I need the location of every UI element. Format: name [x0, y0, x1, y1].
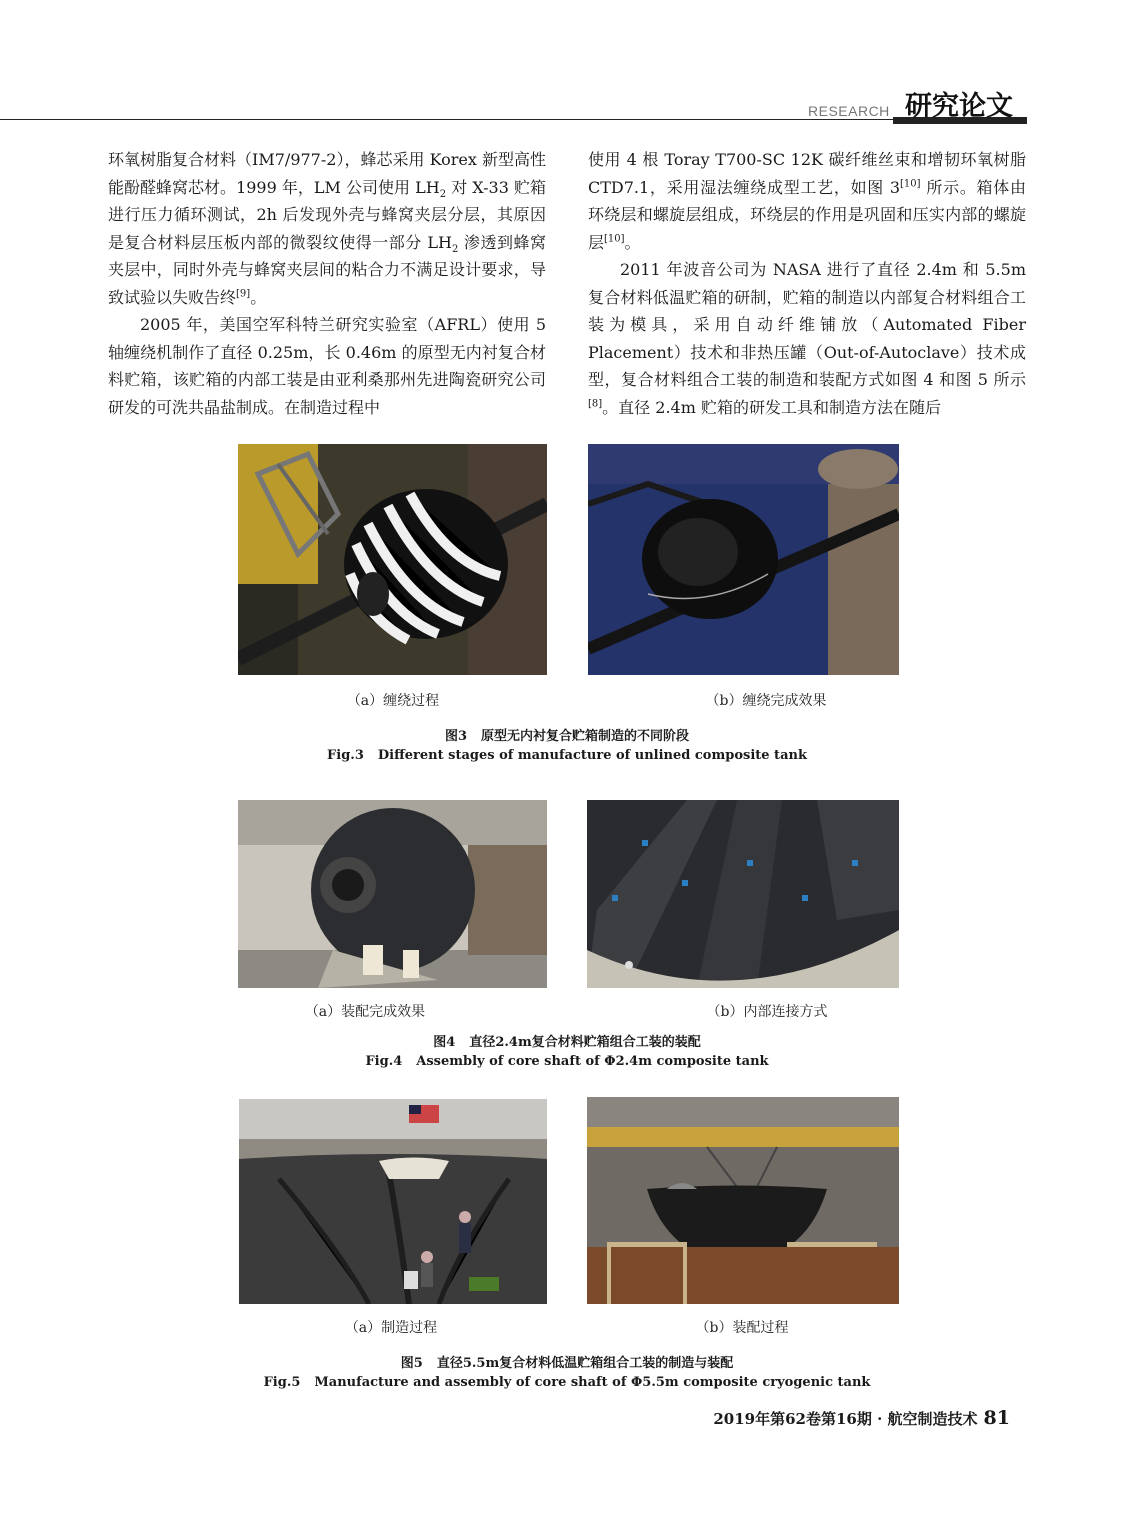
- header-research-label: RESEARCH: [808, 103, 890, 119]
- fig3b-caption: （b）缠绕完成效果: [705, 693, 827, 709]
- fig4b-caption: （b）内部连接方式: [706, 1004, 828, 1020]
- issue-info: 2019年第62卷第16期 · 航空制造技术: [713, 1410, 978, 1428]
- citation: [8]: [588, 398, 603, 410]
- page-footer: [700, 1407, 1010, 1429]
- fig4-title-en: Fig.4 Assembly of core shaft of Φ2.4m composite tank: [365, 1054, 769, 1069]
- right-paragraph-1: 使用 4 根 Toray T700-SC 12K 碳纤维丝束和增韧环氧树脂 CTD7.1，采用湿法缠绕成型工艺，如图 3[10] 所示。箱体由环绕层和螺旋层组成，环绕层的作用是巩固和压实内部的螺旋层[10]。: [588, 150, 1026, 252]
- fig3a-caption: （a）缠绕过程: [346, 693, 440, 709]
- left-column: [108, 146, 546, 421]
- fig5-title-cn: 图5 直径5.5m复合材料低温贮箱组合工装的制造与装配: [400, 1356, 734, 1371]
- fig5a-manufacture-photo: [239, 1099, 547, 1304]
- citation: [10]: [604, 233, 625, 245]
- fig5a-caption: （a）制造过程: [344, 1320, 438, 1336]
- header-section-title: 研究论文: [905, 91, 1013, 122]
- right-column: [588, 146, 1026, 421]
- fig3a-winding-photo: [238, 444, 547, 675]
- fig4a-caption: （a）装配完成效果: [304, 1004, 426, 1020]
- citation: [10]: [900, 178, 921, 190]
- citation: [9]: [236, 288, 251, 300]
- fig3-title-en: Fig.3 Different stages of manufacture of unlined composite tank: [327, 748, 807, 763]
- fig4b-internal-joint-photo: [587, 800, 899, 988]
- fig3-title-cn: 图3 原型无内衬复合贮箱制造的不同阶段: [444, 729, 690, 744]
- fig5b-caption: （b）装配过程: [695, 1320, 789, 1336]
- left-paragraph-1: 环氧树脂复合材料（IM7/977-2），蜂芯采用 Korex 新型高性能酚醛蜂窝芯材。1999 年，LM 公司使用 $LH_2$ 对 X-33 贮箱进行压力循环测试，2h 后发现外壳与蜂窝夹层分层，其原因是复合材料层压板内部的微裂纹使得一部分 $LH_2$ 渗透到蜂窝夹层中，同时外壳与蜂窝夹层间的粘合力不满足设计要求，导致试验以失败告终[9]。: [108, 150, 546, 307]
- fig5b-assembly-photo: [587, 1097, 899, 1304]
- left-paragraph-2: 2005 年，美国空军科特兰研究实验室（AFRL）使用 5 轴缠绕机制作了直径 0.25m，长 0.46m 的原型无内衬复合材料贮箱，该贮箱的内部工装是由亚利桑那州先进陶瓷研究公司研发的可洗共晶盐制成。在制造过程中: [108, 315, 546, 417]
- page-number: 81: [983, 1407, 1010, 1429]
- fig3b-wound-tank-photo: [588, 444, 899, 675]
- right-paragraph-2: 2011 年波音公司为 NASA 进行了直径 2.4m 和 5.5m 复合材料低温贮箱的研制，贮箱的制造以内部复合材料组合工装为模具，采用自动纤维铺放（Automated Fiber Placement）技术和非热压罐（Out-of-Autoclave）技术成型，复合材料组合工装的制造和装配方式如图 4 和图 5 所示[8]。直径 2.4m 贮箱的研发工具和制造方法在随后: [588, 260, 1026, 417]
- header-rule: [0, 119, 1026, 120]
- fig4a-assembled-core-photo: [238, 800, 547, 988]
- fig4-title-cn: 图4 直径2.4m复合材料贮箱组合工装的装配: [433, 1035, 701, 1050]
- fig5-title-en: Fig.5 Manufacture and assembly of core shaft of Φ5.5m composite cryogenic tank: [263, 1375, 871, 1390]
